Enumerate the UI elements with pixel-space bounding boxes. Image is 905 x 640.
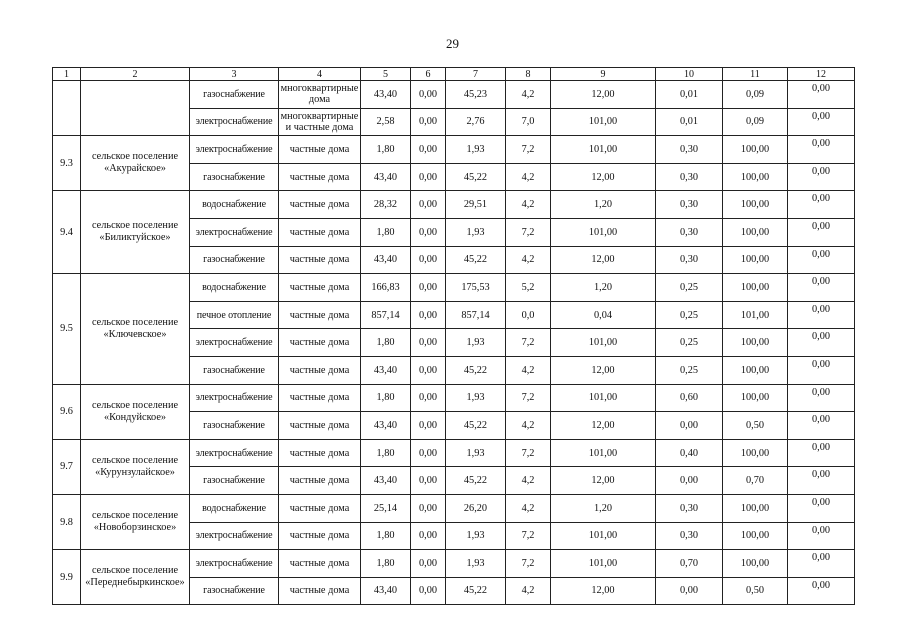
cell-col-7: 1,93: [446, 218, 506, 246]
cell-col-3: электроснабжение: [190, 218, 279, 246]
cell-col-4: частные дома: [279, 467, 361, 495]
cell-col-9: 12,00: [551, 356, 656, 384]
cell-col-10: 0,01: [656, 108, 723, 136]
cell-col-3: печное отопление: [190, 301, 279, 329]
cell-col-12: 0,00: [788, 81, 855, 109]
cell-col-12: 0,00: [788, 108, 855, 136]
column-header-5: 5: [361, 68, 411, 81]
cell-col-11: 100,00: [723, 384, 788, 412]
settlement-name: [81, 81, 190, 136]
cell-col-4: частные дома: [279, 274, 361, 302]
cell-col-7: 857,14: [446, 301, 506, 329]
cell-col-3: электроснабжение: [190, 136, 279, 164]
cell-col-7: 29,51: [446, 191, 506, 219]
cell-col-11: 100,00: [723, 136, 788, 164]
cell-col-12: 0,00: [788, 522, 855, 550]
cell-col-9: 12,00: [551, 246, 656, 274]
cell-col-5: 43,40: [361, 163, 411, 191]
cell-col-12: 0,00: [788, 246, 855, 274]
cell-col-8: 7,2: [506, 384, 551, 412]
settlement-name: сельское поселение «Акурайское»: [81, 136, 190, 191]
cell-col-11: 0,09: [723, 108, 788, 136]
cell-col-6: 0,00: [411, 412, 446, 440]
cell-col-3: водоснабжение: [190, 274, 279, 302]
cell-col-3: газоснабжение: [190, 163, 279, 191]
cell-col-4: частные дома: [279, 494, 361, 522]
cell-col-12: 0,00: [788, 550, 855, 578]
cell-col-10: 0,30: [656, 218, 723, 246]
cell-col-7: 26,20: [446, 494, 506, 522]
cell-col-11: 100,00: [723, 218, 788, 246]
cell-col-10: 0,30: [656, 522, 723, 550]
cell-col-11: 100,00: [723, 246, 788, 274]
cell-col-3: водоснабжение: [190, 191, 279, 219]
cell-col-5: 43,40: [361, 246, 411, 274]
cell-col-6: 0,00: [411, 494, 446, 522]
cell-col-4: частные дома: [279, 163, 361, 191]
cell-col-10: 0,25: [656, 329, 723, 357]
cell-col-5: 25,14: [361, 494, 411, 522]
cell-col-7: 1,93: [446, 384, 506, 412]
column-header-3: 3: [190, 68, 279, 81]
cell-col-4: частные дома: [279, 550, 361, 578]
cell-col-10: 0,30: [656, 163, 723, 191]
cell-col-7: 2,76: [446, 108, 506, 136]
cell-col-5: 43,40: [361, 412, 411, 440]
cell-col-10: 0,30: [656, 136, 723, 164]
cell-col-5: 2,58: [361, 108, 411, 136]
cell-col-9: 101,00: [551, 108, 656, 136]
cell-col-6: 0,00: [411, 577, 446, 605]
settlement-name: сельское поселение «Новоборзинское»: [81, 494, 190, 549]
cell-col-4: частные дома: [279, 136, 361, 164]
row-number: 9.3: [53, 136, 81, 191]
cell-col-7: 1,93: [446, 550, 506, 578]
cell-col-9: 101,00: [551, 218, 656, 246]
cell-col-8: 7,2: [506, 218, 551, 246]
cell-col-8: 5,2: [506, 274, 551, 302]
cell-col-3: газоснабжение: [190, 356, 279, 384]
row-number: 9.6: [53, 384, 81, 439]
table-row: [53, 494, 855, 522]
cell-col-12: 0,00: [788, 301, 855, 329]
cell-col-6: 0,00: [411, 274, 446, 302]
cell-col-4: частные дома: [279, 356, 361, 384]
cell-col-8: 4,2: [506, 356, 551, 384]
table-body: [53, 81, 855, 605]
cell-col-6: 0,00: [411, 81, 446, 109]
cell-col-11: 100,00: [723, 550, 788, 578]
cell-col-6: 0,00: [411, 467, 446, 495]
settlement-name: сельское поселение «Кондуйское»: [81, 384, 190, 439]
cell-col-11: 0,09: [723, 81, 788, 109]
cell-col-8: 4,2: [506, 81, 551, 109]
cell-col-7: 45,22: [446, 467, 506, 495]
cell-col-3: электроснабжение: [190, 329, 279, 357]
header-row: [53, 68, 855, 81]
cell-col-8: 7,2: [506, 522, 551, 550]
column-header-6: 6: [411, 68, 446, 81]
cell-col-9: 101,00: [551, 550, 656, 578]
cell-col-5: 1,80: [361, 136, 411, 164]
cell-col-5: 43,40: [361, 81, 411, 109]
column-header-11: 11: [723, 68, 788, 81]
cell-col-9: 12,00: [551, 467, 656, 495]
cell-col-12: 0,00: [788, 329, 855, 357]
table-row: [53, 439, 855, 467]
cell-col-11: 100,00: [723, 356, 788, 384]
cell-col-11: 100,00: [723, 494, 788, 522]
cell-col-7: 1,93: [446, 439, 506, 467]
cell-col-7: 1,93: [446, 136, 506, 164]
cell-col-8: 7,2: [506, 550, 551, 578]
cell-col-4: частные дома: [279, 384, 361, 412]
cell-col-4: частные дома: [279, 412, 361, 440]
cell-col-6: 0,00: [411, 218, 446, 246]
column-header-1: 1: [53, 68, 81, 81]
cell-col-7: 1,93: [446, 522, 506, 550]
row-number: 9.8: [53, 494, 81, 549]
cell-col-3: электроснабжение: [190, 522, 279, 550]
cell-col-12: 0,00: [788, 191, 855, 219]
table-row: [53, 550, 855, 578]
cell-col-9: 101,00: [551, 136, 656, 164]
cell-col-10: 0,60: [656, 384, 723, 412]
cell-col-8: 4,2: [506, 191, 551, 219]
cell-col-9: 1,20: [551, 191, 656, 219]
cell-col-11: 0,70: [723, 467, 788, 495]
cell-col-7: 45,22: [446, 577, 506, 605]
cell-col-5: 857,14: [361, 301, 411, 329]
column-header-8: 8: [506, 68, 551, 81]
cell-col-6: 0,00: [411, 191, 446, 219]
cell-col-12: 0,00: [788, 577, 855, 605]
cell-col-4: частные дома: [279, 218, 361, 246]
cell-col-7: 45,22: [446, 163, 506, 191]
settlement-name: сельское поселение «Переднебыркинское»: [81, 550, 190, 605]
cell-col-4: частные дома: [279, 439, 361, 467]
cell-col-3: электроснабжение: [190, 439, 279, 467]
data-table: [52, 67, 855, 605]
cell-col-10: 0,25: [656, 301, 723, 329]
cell-col-10: 0,30: [656, 494, 723, 522]
cell-col-9: 12,00: [551, 81, 656, 109]
cell-col-9: 1,20: [551, 274, 656, 302]
cell-col-7: 45,22: [446, 412, 506, 440]
cell-col-8: 7,2: [506, 439, 551, 467]
column-header-10: 10: [656, 68, 723, 81]
cell-col-4: частные дома: [279, 246, 361, 274]
cell-col-8: 4,2: [506, 163, 551, 191]
column-header-12: 12: [788, 68, 855, 81]
cell-col-6: 0,00: [411, 108, 446, 136]
cell-col-3: водоснабжение: [190, 494, 279, 522]
cell-col-6: 0,00: [411, 550, 446, 578]
cell-col-10: 0,00: [656, 467, 723, 495]
cell-col-7: 45,22: [446, 356, 506, 384]
page-number: 29: [446, 36, 459, 51]
cell-col-8: 4,2: [506, 412, 551, 440]
column-header-9: 9: [551, 68, 656, 81]
cell-col-7: 45,23: [446, 81, 506, 109]
row-number: 9.4: [53, 191, 81, 274]
cell-col-3: газоснабжение: [190, 81, 279, 109]
cell-col-5: 1,80: [361, 329, 411, 357]
row-number: [53, 81, 81, 136]
cell-col-5: 1,80: [361, 522, 411, 550]
cell-col-6: 0,00: [411, 246, 446, 274]
cell-col-3: газоснабжение: [190, 467, 279, 495]
cell-col-8: 7,2: [506, 329, 551, 357]
table-row: [53, 274, 855, 302]
cell-col-10: 0,01: [656, 81, 723, 109]
cell-col-4: частные дома: [279, 522, 361, 550]
cell-col-6: 0,00: [411, 136, 446, 164]
cell-col-5: 28,32: [361, 191, 411, 219]
cell-col-9: 12,00: [551, 577, 656, 605]
cell-col-12: 0,00: [788, 412, 855, 440]
cell-col-12: 0,00: [788, 439, 855, 467]
cell-col-11: 0,50: [723, 577, 788, 605]
cell-col-9: 1,20: [551, 494, 656, 522]
cell-col-9: 12,00: [551, 163, 656, 191]
cell-col-9: 101,00: [551, 439, 656, 467]
cell-col-8: 7,0: [506, 108, 551, 136]
cell-col-4: частные дома: [279, 329, 361, 357]
cell-col-8: 4,2: [506, 577, 551, 605]
cell-col-11: 100,00: [723, 522, 788, 550]
settlement-name: сельское поселение «Ключевское»: [81, 274, 190, 384]
row-number: 9.7: [53, 439, 81, 494]
cell-col-9: 101,00: [551, 384, 656, 412]
cell-col-5: 1,80: [361, 218, 411, 246]
settlement-name: сельское поселение «Биликтуйское»: [81, 191, 190, 274]
cell-col-9: 0,04: [551, 301, 656, 329]
table-row: [53, 191, 855, 219]
cell-col-5: 43,40: [361, 356, 411, 384]
cell-col-5: 166,83: [361, 274, 411, 302]
cell-col-3: электроснабжение: [190, 550, 279, 578]
row-number: 9.9: [53, 550, 81, 605]
cell-col-7: 175,53: [446, 274, 506, 302]
cell-col-9: 101,00: [551, 329, 656, 357]
cell-col-7: 1,93: [446, 329, 506, 357]
cell-col-9: 101,00: [551, 522, 656, 550]
cell-col-11: 100,00: [723, 329, 788, 357]
cell-col-12: 0,00: [788, 274, 855, 302]
cell-col-10: 0,70: [656, 550, 723, 578]
cell-col-8: 7,2: [506, 136, 551, 164]
cell-col-6: 0,00: [411, 329, 446, 357]
cell-col-12: 0,00: [788, 384, 855, 412]
cell-col-6: 0,00: [411, 522, 446, 550]
cell-col-8: 4,2: [506, 494, 551, 522]
cell-col-10: 0,40: [656, 439, 723, 467]
cell-col-11: 100,00: [723, 274, 788, 302]
cell-col-11: 100,00: [723, 439, 788, 467]
cell-col-3: электроснабжение: [190, 108, 279, 136]
cell-col-8: 4,2: [506, 246, 551, 274]
cell-col-3: электроснабжение: [190, 384, 279, 412]
cell-col-10: 0,00: [656, 577, 723, 605]
column-header-7: 7: [446, 68, 506, 81]
table-row: [53, 81, 855, 109]
row-number: 9.5: [53, 274, 81, 384]
cell-col-12: 0,00: [788, 356, 855, 384]
cell-col-11: 0,50: [723, 412, 788, 440]
cell-col-10: 0,25: [656, 356, 723, 384]
cell-col-12: 0,00: [788, 163, 855, 191]
cell-col-6: 0,00: [411, 163, 446, 191]
cell-col-6: 0,00: [411, 439, 446, 467]
cell-col-10: 0,30: [656, 246, 723, 274]
cell-col-11: 101,00: [723, 301, 788, 329]
column-header-2: 2: [81, 68, 190, 81]
cell-col-11: 100,00: [723, 163, 788, 191]
cell-col-8: 0,0: [506, 301, 551, 329]
cell-col-12: 0,00: [788, 218, 855, 246]
cell-col-5: 1,80: [361, 384, 411, 412]
cell-col-12: 0,00: [788, 136, 855, 164]
cell-col-3: газоснабжение: [190, 246, 279, 274]
cell-col-4: частные дома: [279, 577, 361, 605]
cell-col-5: 43,40: [361, 577, 411, 605]
cell-col-12: 0,00: [788, 467, 855, 495]
cell-col-4: частные дома: [279, 191, 361, 219]
cell-col-12: 0,00: [788, 494, 855, 522]
cell-col-10: 0,30: [656, 191, 723, 219]
cell-col-6: 0,00: [411, 301, 446, 329]
table-row: [53, 136, 855, 164]
table-row: [53, 384, 855, 412]
cell-col-4: многоквартирные и частные дома: [279, 108, 361, 136]
cell-col-3: газоснабжение: [190, 412, 279, 440]
settlement-name: сельское поселение «Курунзулайское»: [81, 439, 190, 494]
cell-col-4: многоквартирные дома: [279, 81, 361, 109]
cell-col-5: 1,80: [361, 550, 411, 578]
cell-col-6: 0,00: [411, 384, 446, 412]
cell-col-4: частные дома: [279, 301, 361, 329]
cell-col-10: 0,25: [656, 274, 723, 302]
column-header-4: 4: [279, 68, 361, 81]
cell-col-9: 12,00: [551, 412, 656, 440]
cell-col-11: 100,00: [723, 191, 788, 219]
cell-col-5: 43,40: [361, 467, 411, 495]
cell-col-7: 45,22: [446, 246, 506, 274]
cell-col-10: 0,00: [656, 412, 723, 440]
cell-col-5: 1,80: [361, 439, 411, 467]
cell-col-6: 0,00: [411, 356, 446, 384]
cell-col-3: газоснабжение: [190, 577, 279, 605]
cell-col-8: 4,2: [506, 467, 551, 495]
